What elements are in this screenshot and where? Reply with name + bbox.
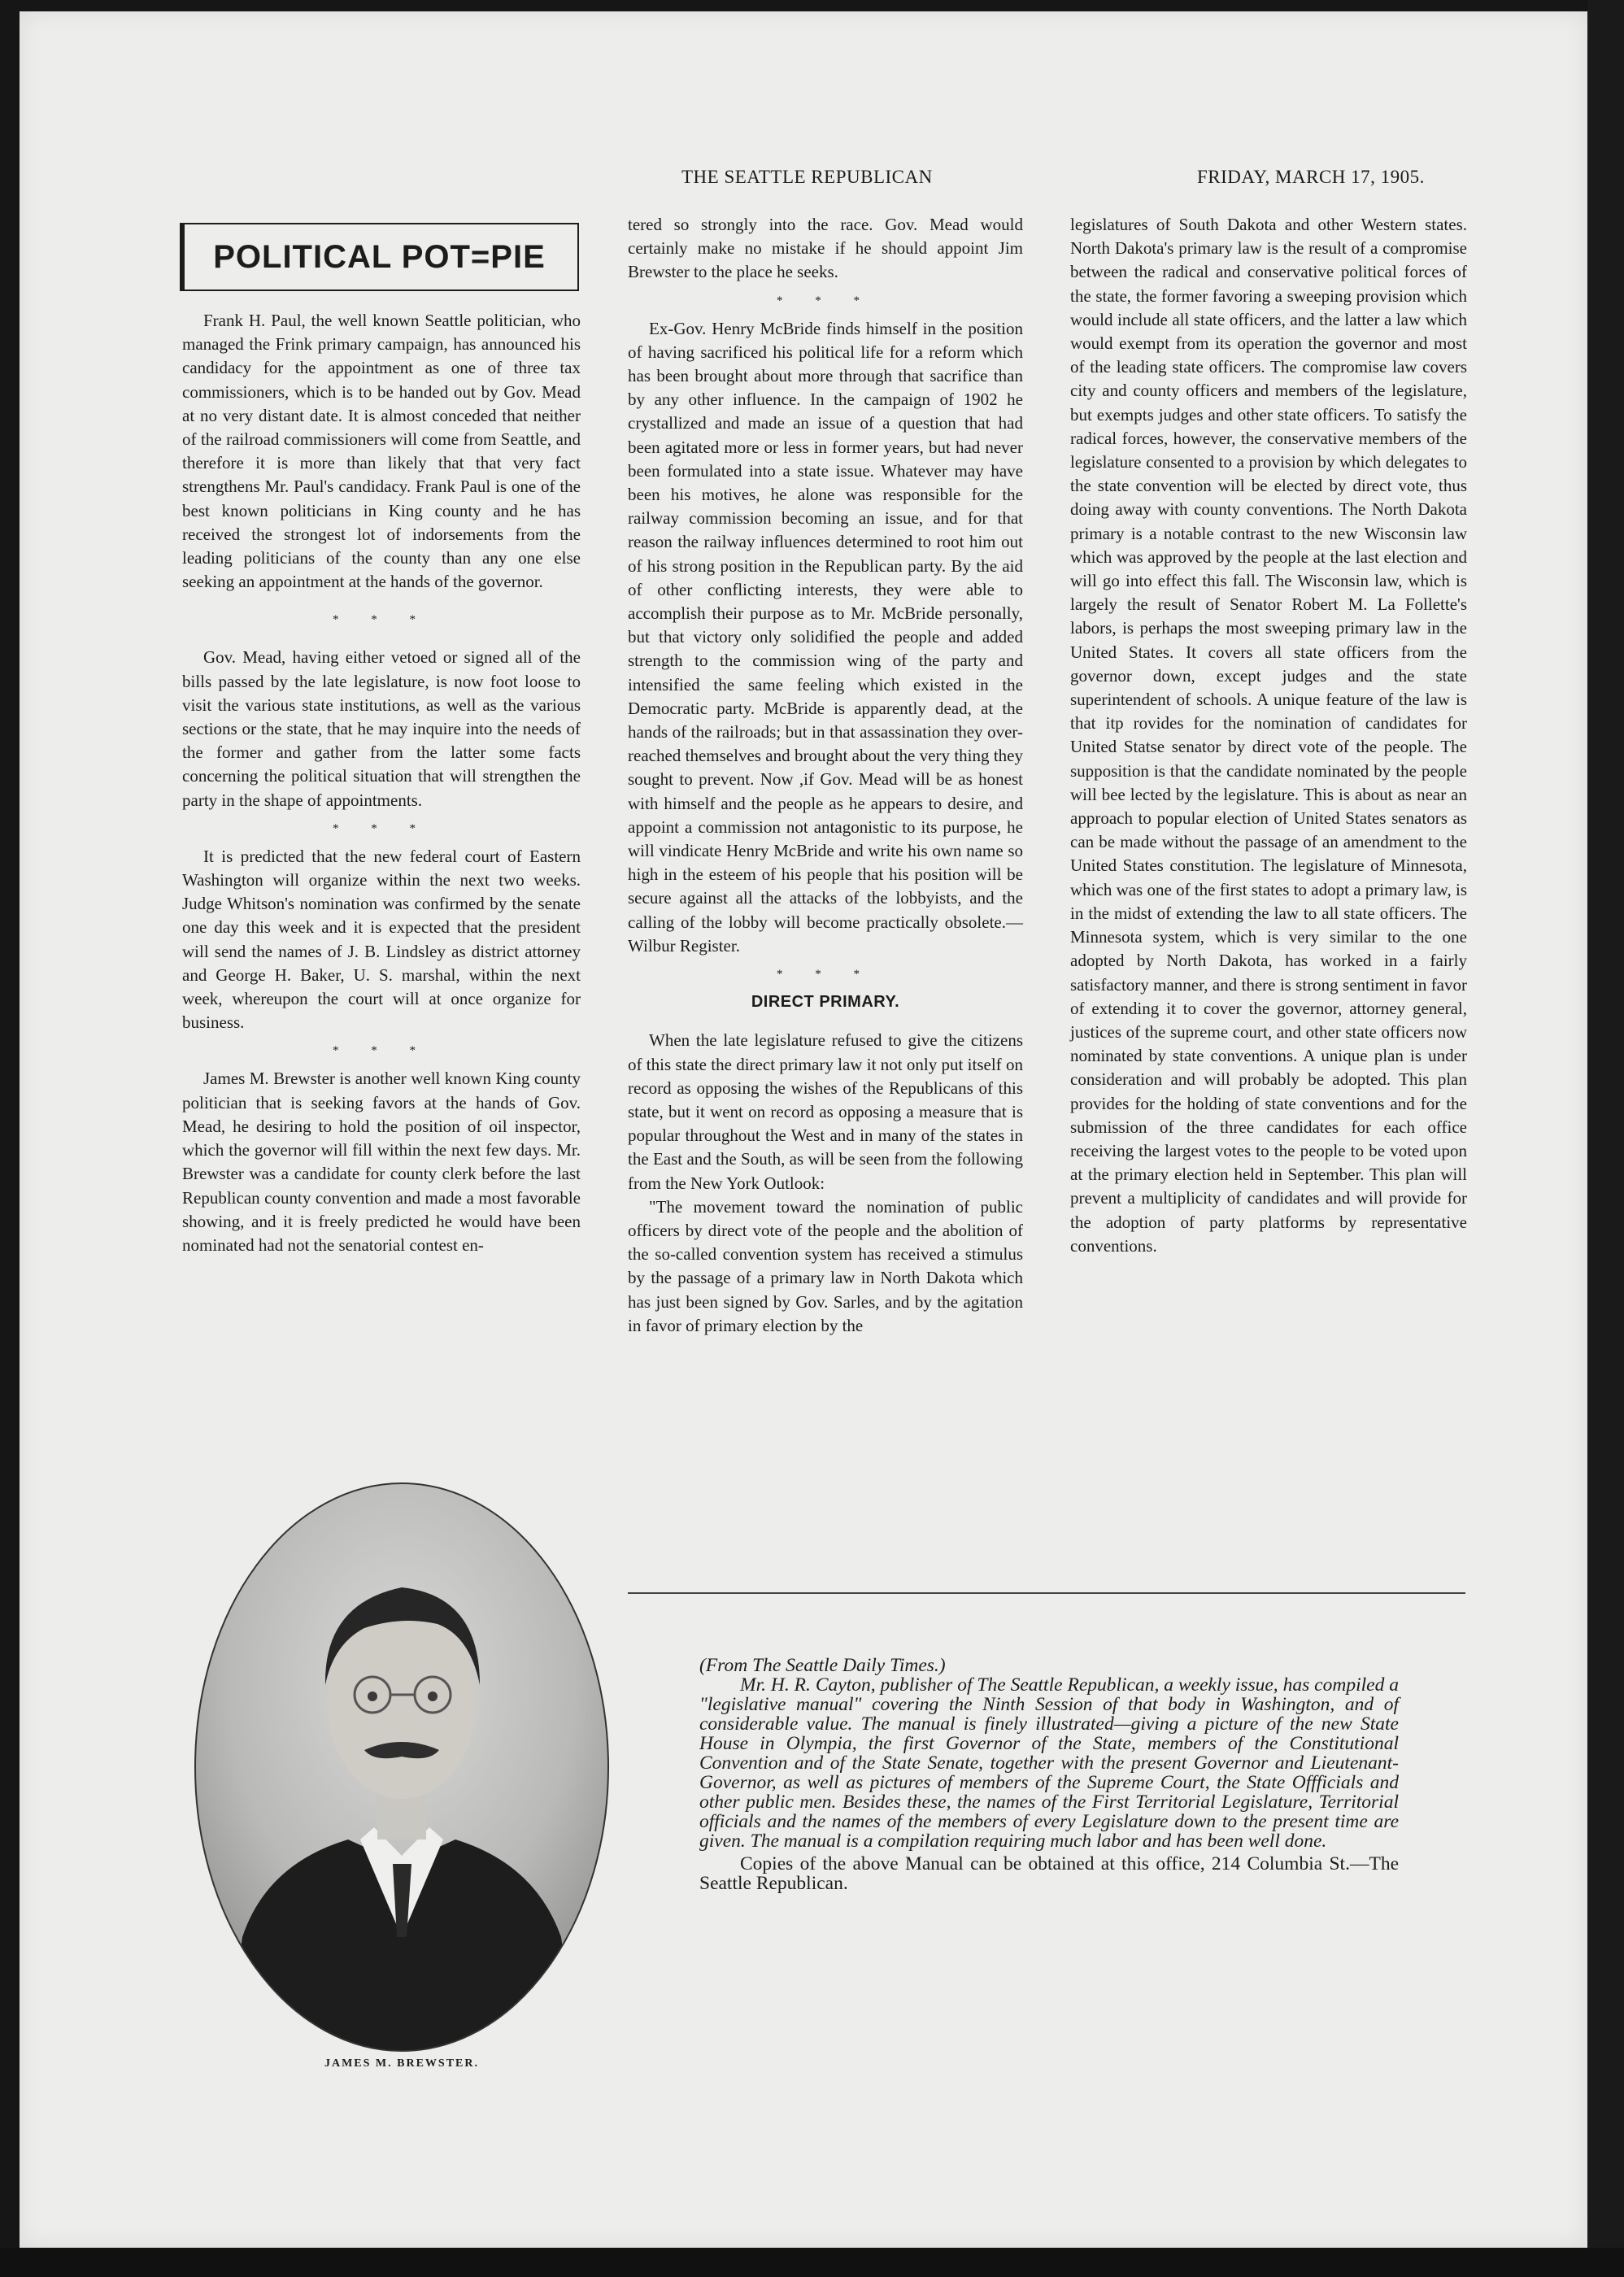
article-paragraph: It is predicted that the new federal court of Eastern Washington will organize within the next two weeks. Judge Whitson's nomination was confirmed by the senate one day this week and it is expected that the president will send the names of J. B. Lindsley as district attorney and George H. Baker, U. S. marshal, within the next week, whereupon the court will at once organize for business. [182,846,581,1033]
middle-column [628,213,1023,1338]
article-paragraph: When the late legislature refused to give the citizens of this state the direct primary law it not only put itself on record as opposing the wishes of the Republicans of this state, but it went on record as opposing a measure that is popular throughout the West and in many of the states in the East and the South, as will be seen from the following from the New York Outlook: [628,1030,1023,1193]
section-divider: * * * [333,821,430,835]
subheading: DIRECT PRIMARY. [751,993,900,1012]
article-paragraph: tered so strongly into the race. Gov. Mead would certainly make no mistake if he should appoint Jim Brewster to the place he seeks. [628,215,1023,282]
article-paragraph: James M. Brewster is another well known King county politician that is seeking favors at the hands of Gov. Mead, he desiring to hold the position of oil inspector, which the governor will fill within the next few days. Mr. Brewster was a candidate for county clerk before the last Republican county convention and made a most favorable showing, and it is freely predicted he would have been nominated had not the senatorial contest en- [182,1069,581,1255]
section-divider: * * * [333,1044,430,1058]
paper-name: THE SEATTLE REPUBLICAN [681,167,933,187]
notice-footer: Copies of the above Manual can be obtained at this office, 214 Columbia St.—The Seattle Republican. [699,1853,1399,1894]
section-divider: * * * [777,968,874,982]
column-title-box [180,223,579,291]
section-divider: * * * [777,294,874,307]
horizontal-rule [628,1592,1465,1594]
article-paragraph: Gov. Mead, having either vetoed or signed all of the bills passed by the late legislature, is now foot loose to visit the various state institutions, as well as the various sections or the state, that he may inquire into the needs of the former and gather from the latter some facts concerning the political situation that will strengthen the party in the shape of appointments. [182,647,581,810]
notice-source: (From The Seattle Daily Times.) [699,1655,946,1676]
left-column [182,309,581,1257]
article-paragraph: "The movement toward the nomination of public officers by direct vote of the people and the abolition of the so-called convention system has received a stimulus by the passage of a primary law in North Dakota which has just been signed by Gov. Sarles, and by the agitation in favor of primary election by the [628,1196,1023,1335]
article-paragraph: legislatures of South Dakota and other Western states. North Dakota's primary law is the result of a compromise between the radical and conservative political forces of the state, the former favoring a sweeping provision which would include all state officers, and the latter a law which would exempt from its operation the governor and most of the leading state officers. The compromise law covers city and county officers and members of the legislature, but exempts judges and other state officers. To satisfy the radical forces, however, the conservative members of the legislature consented to a provision by which delegates to the state convention will be elected by direct vote, thus doing away with county conventions. The North Dakota primary is a notable contrast to the new Wisconsin law which was approved by the people at the last election and will go into effect this fall. The Wisconsin law, which is largely the result of Senator Robert M. La Follette's labors, is perhaps the most sweeping primary law in the United States. It covers all state officers from the governor down, except judges and the state superintendent of schools. A unique feature of the law is that itp rovides for the nomination of candidates for United Statse senator by direct vote of the people. The supposition is that the candidate nominated by the people will bee lected by the legislature. This is about as near an approach to popular election of United States senators as can be made without the passage of an amendment to the United States constitution. The legislature of Minnesota, which was one of the first states to adopt a primary law, is in the midst of extending the law to all state officers. The Minnesota system, which is very similar to the one adopted by North Dakota, has worked in a fairly satisfactory manner, and there is strong sentiment in favor of extending it to cover the governor, attorney general, justices of the supreme court, and other state officers now nominated by state conventions. A unique plan is under consideration and will probably be adopted. This plan provides for the holding of state conventions and for the submission of the three candidates for each office receiving the largest votes to the people to be voted upon at the primary election held in September. This plan will prevent a multiplicity of candidates and will provide for the adoption of party platforms by representative conventions. [1070,215,1467,1256]
article-paragraph: Frank H. Paul, the well known Seattle politician, who managed the Frink primary campaign, has announced his candidacy for the appointment as one of three tax commissioners, which is to be handed out by Gov. Mead at no very distant date. It is almost conceded that neither of the railroad commissioners will come from Seattle, and therefore it is more than likely that that very fact strengthens Mr. Paul's candidacy. Frank Paul is one of the best known politicians in King county and he has received the strongest lot of indorsements from the leading politicians of the county than any one else seeking an appointment at the hands of the governor. [182,311,581,592]
notice-body: Mr. H. R. Cayton, publisher of The Seattle Republican, a weekly issue, has compiled a "legislative manual" covering the Ninth Session of that body in Washington, and of considerable value. The manual is finely illustrated—giving a picture of the new State House in Olympia, the first Governor of the State, members of the Constitutional Convention and of the State Senate, together with the present Governor and Lieutenant-Governor, as well as pictures of members of the Supreme Court, the State Offficials and other public men. Besides these, the names of the First Territorial Legislature, Territorial officials and the names of the members of every Legislature down to the present time are given. The manual is a compilation requiring much labor and has been well done. [699,1674,1399,1852]
portrait-photo [194,1482,610,2053]
issue-date: FRIDAY, MARCH 17, 1905. [1197,167,1425,187]
section-divider: * * * [333,613,430,627]
reprint-notice [699,1656,1399,1893]
scan-border-right [1587,0,1624,2277]
right-column [1070,213,1467,1258]
portrait-caption: JAMES M. BREWSTER. [324,2057,480,2070]
column-title: POLITICAL POT=PIE [213,238,546,275]
article-paragraph: Ex-Gov. Henry McBride finds himself in the position of having sacrificed his political life for a reform which has been brought about more through that sacrifice than by any other influence. In the campaign of 1902 he crystallized and made an issue of a question that had been agitated more or less in former years, but had never been formulated into a state issue. Whatever may have been his motives, he alone was responsible for the railway commission becoming an issue, and for that reason the railway influences determined to root him out of his strong position in the Republican party. By the aid of other conflicting interests, they were able to accomplish their purpose as to Mr. McBride personally, but that victory only solidified the people and added strength to the commission wing of the party and intensified the same feeling which existed in the Democratic party. McBride is apparently dead, at the hands of the railroads; but in that assassination they over-reached themselves and brought about the very thing they sought to prevent. Now ,if Gov. Mead will be as honest with himself and the people as he appears to desire, and appoint a commission not antagonistic to its purpose, he will vindicate Henry McBride and write his own name so high in the esteem of his people that his position will be secure against all the attacks of the lobbyists, and the calling of the lobby will become practically obsolete.—Wilbur Register. [628,318,1023,956]
scan-border-bottom [0,2248,1624,2277]
